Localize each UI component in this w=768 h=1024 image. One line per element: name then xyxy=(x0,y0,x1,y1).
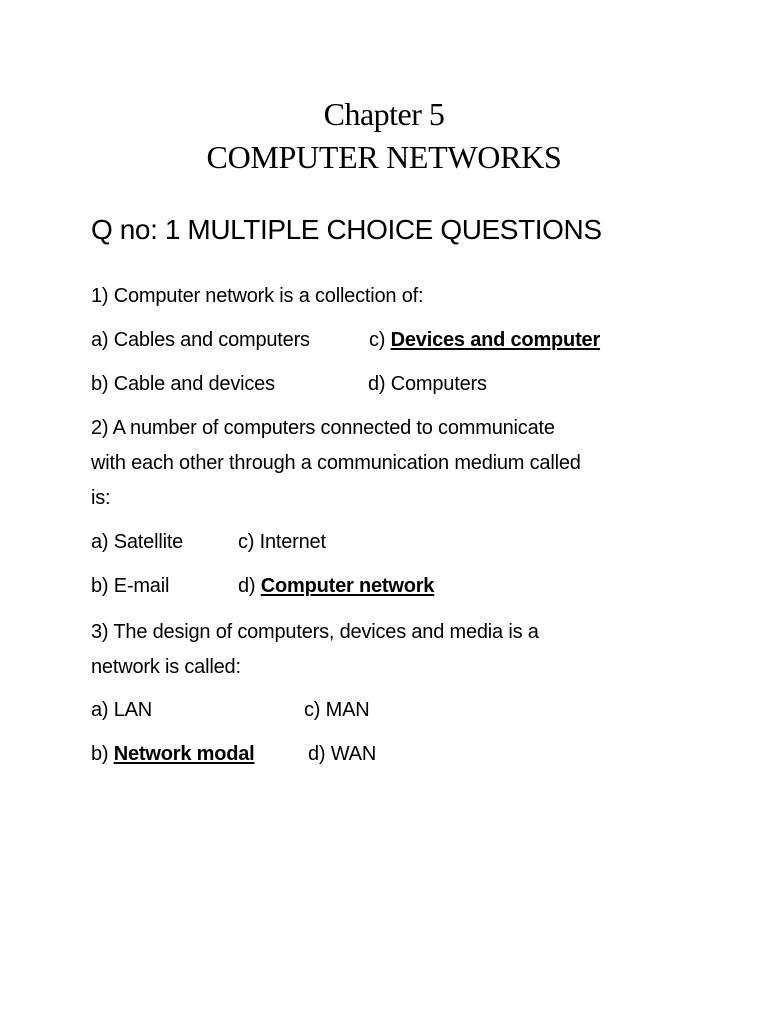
question-2-option-c: c) Internet xyxy=(238,531,326,553)
question-3-text-line-2: network is called: xyxy=(91,656,241,678)
option-c-label: c) xyxy=(369,329,391,351)
question-2-text-line-1: 2) A number of computers connected to communicate xyxy=(91,417,555,439)
chapter-title: COMPUTER NETWORKS xyxy=(206,139,562,175)
question-3-option-d: d) WAN xyxy=(308,743,377,765)
correct-answer: Devices and computer xyxy=(390,329,601,351)
question-3-option-c: c) MAN xyxy=(304,699,370,721)
question-1-text: 1) Computer network is a collection of: xyxy=(91,285,424,307)
question-2-text-line-2: with each other through a communication medium called xyxy=(91,452,581,474)
question-2-text-line-3: is: xyxy=(91,487,111,509)
question-1-option-c xyxy=(369,323,600,357)
question-2-option-b: b) E-mail xyxy=(91,575,170,597)
question-2-option-a: a) Satellite xyxy=(91,531,184,553)
section-heading: Q no: 1 MULTIPLE CHOICE QUESTIONS xyxy=(91,214,602,245)
question-3-option-b xyxy=(91,737,255,771)
correct-answer: Computer network xyxy=(260,575,435,597)
question-1-option-d: d) Computers xyxy=(368,373,487,395)
question-3-text-line-1: 3) The design of computers, devices and media is a xyxy=(91,621,539,643)
question-3-option-a: a) LAN xyxy=(91,699,153,721)
question-2-option-d xyxy=(238,569,434,603)
question-1-option-a: a) Cables and computers xyxy=(91,329,310,351)
correct-answer: Network modal xyxy=(113,743,255,765)
option-d-label: d) xyxy=(238,575,261,597)
question-1-option-b: b) Cable and devices xyxy=(91,373,275,395)
option-b-label: b) xyxy=(91,743,114,765)
chapter-number: Chapter 5 xyxy=(323,96,445,132)
